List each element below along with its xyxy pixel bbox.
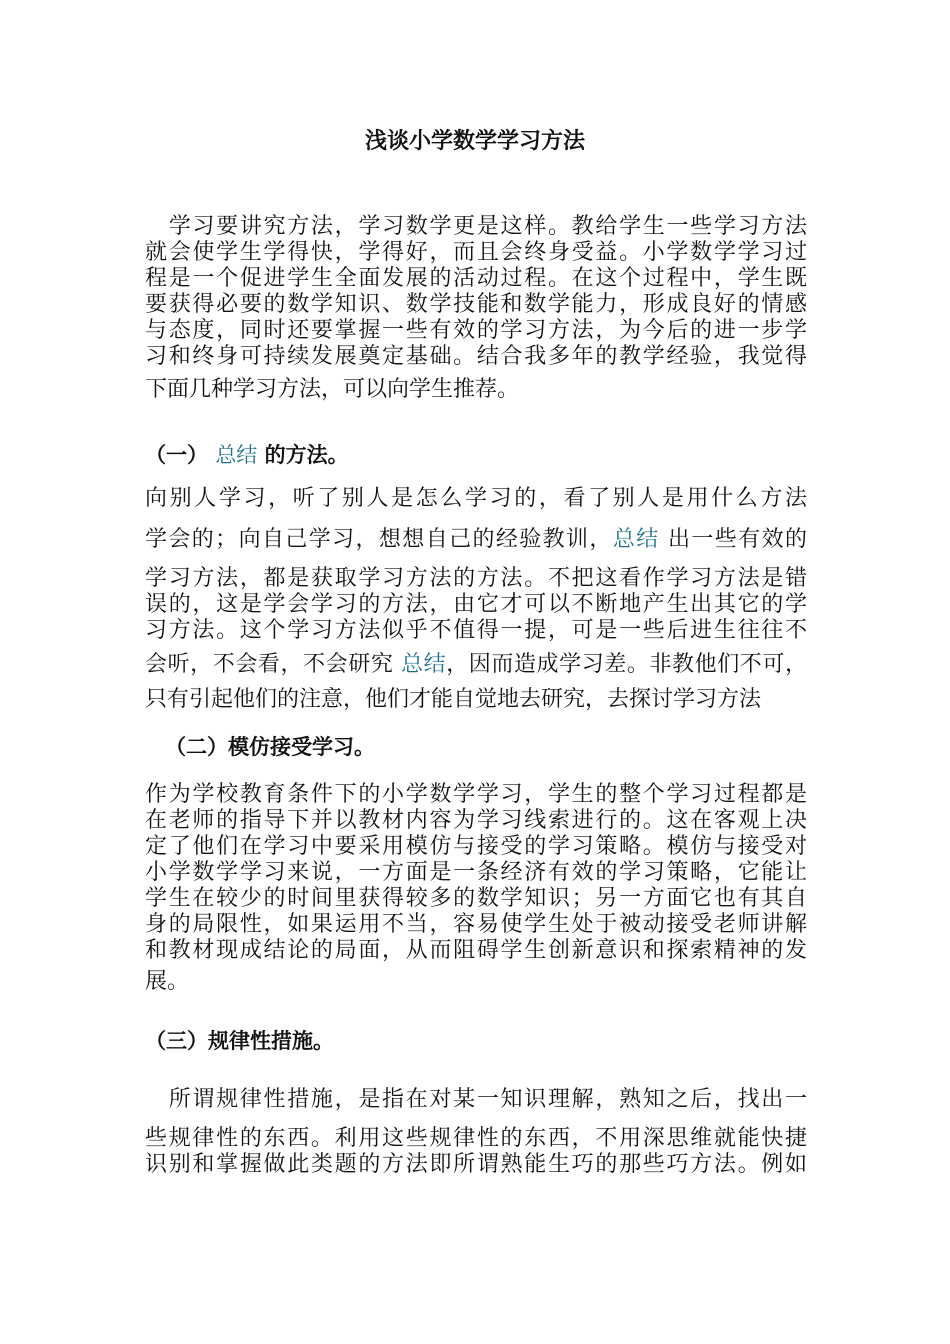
section1-line-6-a: 会听，不会看，不会研究: [145, 652, 394, 677]
intro-line-2: 就会使学生学得快，学得好，而且会终身受益。小学数学学习过: [145, 240, 807, 265]
intro-line-6: 习和终身可持续发展奠定基础。结合我多年的教学经验，我觉得: [145, 344, 807, 369]
section1-line-2-a: 学会的；向自己学习，想想自己的经验教训，: [145, 527, 613, 552]
section1-line-5: 习方法。这个学习方法似乎不值得一提，可是一些后进生往往不: [145, 618, 807, 643]
section1-heading-prefix: （一）: [145, 443, 208, 467]
section2-line-7: 和教材现成结论的局面，从而阻碍学生创新意识和探索精神的发: [145, 938, 807, 963]
section1-line-3: 学习方法，都是获取学习方法的方法。不把这看作学习方法是错: [145, 566, 807, 591]
intro-line-5: 与态度，同时还要掌握一些有效的学习方法，为今后的进一步学: [145, 318, 807, 343]
section1-line-2-b: 出一些有效的: [668, 527, 807, 552]
section1-line-6-keyword: 总结: [401, 652, 447, 677]
section3-heading: （三）规律性措施。: [145, 1029, 334, 1053]
intro-line-7: 下面几种学习方法，可以向学生推荐。: [145, 377, 520, 402]
section2-line-4: 小学数学学习来说，一方面是一条经济有效的学习策略，它能让: [145, 860, 807, 885]
intro-line-3: 程是一个促进学生全面发展的活动过程。在这个过程中，学生既: [145, 266, 807, 291]
section3-line-1: 所谓规律性措施，是指在对某一知识理解，熟知之后，找出一: [145, 1087, 807, 1112]
section2-line-6: 身的局限性，如果运用不当，容易使学生处于被动接受老师讲解: [145, 912, 807, 937]
section1-heading-suffix: 的方法。: [264, 443, 349, 467]
section1-line-6: [145, 650, 807, 680]
section1-line-7: 只有引起他们的注意，他们才能自觉地去研究，去探讨学习方法: [145, 687, 762, 712]
section2-line-8: 展。: [145, 969, 190, 994]
section1-heading: [145, 440, 349, 470]
section1-line-4: 误的，这是学会学习的方法，由它才可以不断地产生出其它的学: [145, 592, 807, 617]
document-title: 浅谈小学数学学习方法: [364, 128, 585, 154]
intro-line-4: 要获得必要的数学知识、数学技能和数学能力，形成良好的情感: [145, 292, 807, 317]
section2-line-1: 作为学校教育条件下的小学数学学习，学生的整个学习过程都是: [145, 782, 807, 807]
section3-line-2: 些规律性的东西。利用这些规律性的东西，不用深思维就能快捷: [145, 1126, 807, 1151]
section1-heading-keyword: 总结: [215, 443, 258, 467]
section2-heading: （二）模仿接受学习。: [165, 735, 375, 759]
section1-line-1: 向别人学习，听了别人是怎么学习的，看了别人是用什么方法: [145, 486, 807, 511]
section1-line-6-b: ，因而造成学习差。非教他们不可，: [446, 652, 807, 677]
section1-line-2-keyword: 总结: [612, 527, 660, 552]
section1-line-2: [145, 525, 807, 555]
section3-line-3: 识别和掌握做此类题的方法即所谓熟能生巧的那些巧方法。例如: [145, 1152, 807, 1177]
section2-line-5: 学生在较少的时间里获得较多的数学知识；另一方面它也有其自: [145, 886, 807, 911]
section2-line-3: 定了他们在学习中要采用模仿与接受的学习策略。模仿与接受对: [145, 834, 807, 859]
intro-line-1: 学习要讲究方法，学习数学更是这样。教给学生一些学习方法: [145, 214, 807, 239]
section2-line-2: 在老师的指导下并以教材内容为学习线索进行的。这在客观上决: [145, 808, 807, 833]
